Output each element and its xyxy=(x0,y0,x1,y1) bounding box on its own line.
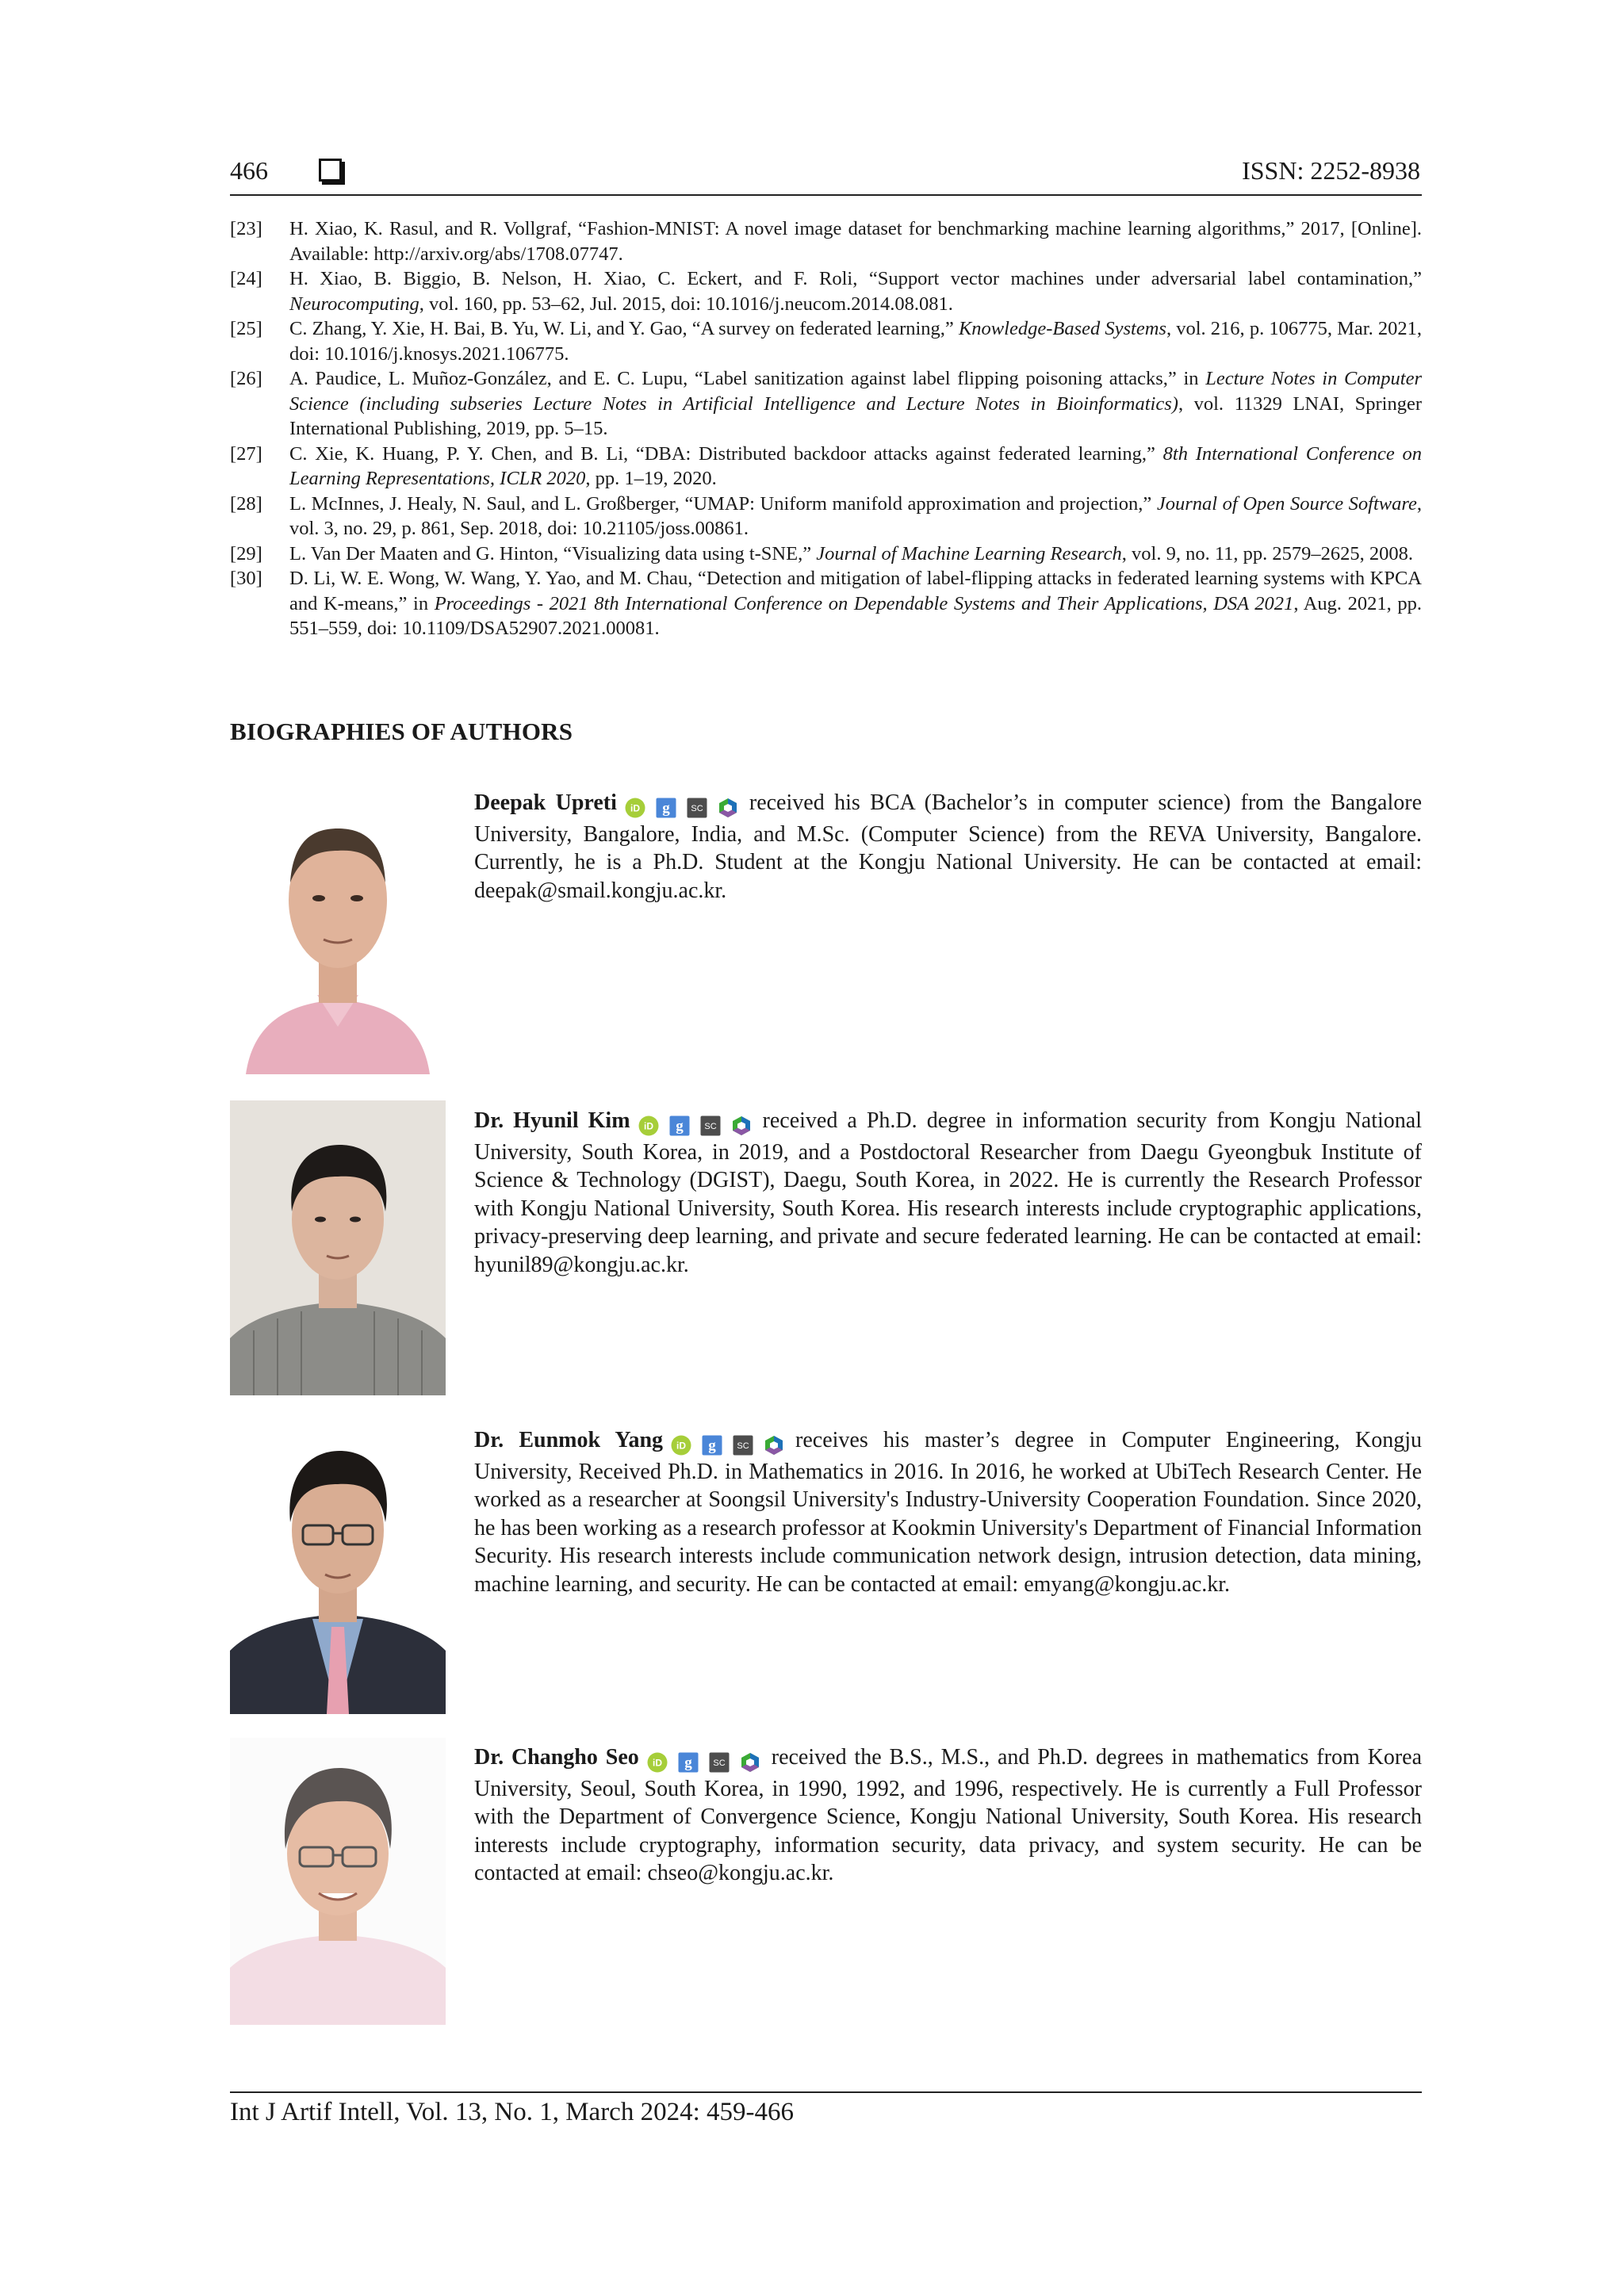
orcid-icon[interactable] xyxy=(671,1435,691,1456)
scopus-icon[interactable] xyxy=(709,1752,730,1773)
page-number: 466 xyxy=(230,156,268,185)
google-scholar-icon[interactable] xyxy=(669,1115,690,1136)
google-scholar-icon[interactable] xyxy=(656,798,676,818)
author-bio-text: received a Ph.D. degree in information security from Kongju National University, South Korea, in 2019, and a Postdoctoral Researcher from Daegu Gyeongbuk Institute of Science & Technology (DGIST), Daegu, South Korea, in 2022. He is currently the Research Professor with Kongju National University, South Korea. His research interests include cryptographic applications, privacy-preserving deep learning, and private and secure federated learning. He can be contacted at email: hyunil89@kongju.ac.kr. xyxy=(474,1108,1422,1277)
section-heading: BIOGRAPHIES OF AUTHORS xyxy=(230,718,573,745)
publons-icon[interactable] xyxy=(740,1752,760,1773)
reference-number: [24] xyxy=(230,268,262,289)
author-bio-3 xyxy=(474,1426,1422,1598)
svg-text:iD: iD xyxy=(630,802,640,814)
author-photo-3 xyxy=(230,1419,446,1714)
reference-number: [29] xyxy=(230,542,262,564)
svg-text:iD: iD xyxy=(652,1757,662,1769)
profile-icons xyxy=(625,792,738,821)
publons-icon[interactable] xyxy=(764,1435,784,1456)
reference-text: L. Van Der Maaten and G. Hinton, “Visualizing data using t-SNE,” Journal of Machine Learning Research, vol. 9, no. 11, pp. 2579–2625, 2008. xyxy=(289,542,1414,564)
profile-icons xyxy=(638,1110,752,1138)
author-bio-text: receives his master’s degree in Computer Engineering, Kongju University, Received Ph.D. in Mathematics in 2016. In 2016, he worked at UbiTech Research Center. He worked as a researcher at Soongsil University's Industry-University Cooperation Foundation. Since 2020, he has been working as a research professor at Kookmin University's Department of Financial Information Security. His research interests include communication network design, intrusion detection, data mining, machine learning, and security. He can be contacted at email: emyang@kongju.ac.kr. xyxy=(474,1428,1422,1597)
reference-text: C. Xie, K. Huang, P. Y. Chen, and B. Li, “DBA: Distributed backdoor attacks against federated learning,” 8th International Conference on Learning Representations, ICLR 2020, pp. 1–19, 2020. xyxy=(289,442,1422,489)
scopus-icon[interactable] xyxy=(733,1435,753,1456)
reference-text: C. Zhang, Y. Xie, H. Bai, B. Yu, W. Li, and Y. Gao, “A survey on federated learning,” Knowledge-Based Systems, vol. 216, p. 106775, Mar. 2021, doi: 10.1016/j.knosys.2021.106775. xyxy=(289,318,1422,365)
reference-number: [26] xyxy=(230,368,262,389)
svg-text:iD: iD xyxy=(676,1440,687,1452)
orcid-icon[interactable] xyxy=(625,798,645,818)
reference-number: [23] xyxy=(230,218,262,239)
author-bio-text: received his BCA (Bachelor’s in computer science) from the Bangalore University, Bangalore, India, and M.Sc. (Computer Science) from the REVA University, Bangalore. Currently, he is a Ph.D. Student at the Kongju National University. He can be contacted at email: deepak@smail.kongju.ac.kr. xyxy=(474,790,1423,903)
author-name: Dr. Eunmok Yang xyxy=(474,1428,664,1452)
scopus-icon[interactable] xyxy=(700,1115,721,1136)
reference-item xyxy=(230,316,1422,366)
issn-label: ISSN: 2252-8938 xyxy=(1242,156,1420,185)
svg-text:iD: iD xyxy=(643,1120,653,1132)
svg-text:SC: SC xyxy=(691,803,703,813)
reference-text: H. Xiao, K. Rasul, and R. Vollgraf, “Fashion-MNIST: A novel image dataset for benchmarking machine learning algorithms,” 2017, [Online]. Available: http://arxiv.org/abs/1708.07747. xyxy=(289,218,1422,265)
reference-list xyxy=(230,216,1422,641)
reference-item xyxy=(230,442,1422,492)
reference-text: L. McInnes, J. Healy, N. Saul, and L. Großberger, “UMAP: Uniform manifold approximation and projection,” Journal of Open Source Software, vol. 3, no. 29, p. 861, Sep. 2018, doi: 10.21105/joss.00861. xyxy=(289,492,1423,539)
reference-text: D. Li, W. E. Wong, W. Wang, Y. Yao, and M. Chau, “Detection and mitigation of label-flipping attacks in federated learning systems with KPCA and K-means,” in Proceedings - 2021 8th International Conference on Dependable Systems and Their Applications, DSA 2021, Aug. 2021, pp. 551–559, doi: 10.1109/DSA52907.2021.00081. xyxy=(289,568,1422,639)
reference-item xyxy=(230,566,1422,641)
page-header xyxy=(230,153,1422,196)
author-photo-1 xyxy=(230,781,446,1074)
reference-number: [25] xyxy=(230,318,262,339)
reference-item xyxy=(230,266,1422,316)
page-footer xyxy=(230,2091,1422,2127)
author-name: Dr. Hyunil Kim xyxy=(474,1108,630,1133)
svg-text:g: g xyxy=(675,1117,684,1135)
google-scholar-icon[interactable] xyxy=(678,1752,699,1773)
profile-icons xyxy=(671,1429,784,1458)
reference-number: [28] xyxy=(230,492,262,515)
journal-citation: Int J Artif Intell, Vol. 13, No. 1, March 2024: 459-466 xyxy=(230,2098,794,2126)
reference-item xyxy=(230,216,1422,266)
author-bio-1 xyxy=(474,789,1422,905)
reference-number: [27] xyxy=(230,442,262,465)
google-scholar-icon[interactable] xyxy=(702,1435,722,1456)
profile-icons xyxy=(647,1747,760,1775)
svg-text:SC: SC xyxy=(737,1441,749,1451)
author-photo-4 xyxy=(230,1738,446,2025)
publons-icon[interactable] xyxy=(718,798,738,818)
reference-text: A. Paudice, L. Muñoz-González, and E. C. Lupu, “Label sanitization against label flipping poisoning attacks,” in Lecture Notes in Computer Science (including subseries Lecture Notes in Artificial Intelligence and Lecture Notes in Bioinformatics), vol. 11329 LNAI, Springer International Publishing, 2019, pp. 5–15. xyxy=(289,368,1423,439)
orcid-icon[interactable] xyxy=(647,1752,668,1773)
reference-item xyxy=(230,541,1422,567)
svg-text:g: g xyxy=(684,1754,692,1771)
reference-number: [30] xyxy=(230,568,262,589)
author-bio-4 xyxy=(474,1743,1422,1888)
reference-item xyxy=(230,366,1422,442)
reference-text: H. Xiao, B. Biggio, B. Nelson, H. Xiao, C. Eckert, and F. Roli, “Support vector machines under adversarial label contamination,” Neurocomputing, vol. 160, pp. 53–62, Jul. 2015, doi: 10.1016/j.neucom.2014.08.081. xyxy=(289,268,1422,315)
orcid-icon[interactable] xyxy=(638,1115,659,1136)
author-photo-2 xyxy=(230,1100,446,1395)
svg-text:SC: SC xyxy=(703,1121,717,1131)
author-bio-text: received the B.S., M.S., and Ph.D. degrees in mathematics from Korea University, Seoul, South Korea, in 1990, 1992, and 1996, respectively. He is currently a Full Professor with the Department of Convergence Science, Kongju National University, South Korea. His research interests include cryptography, information security, data privacy, and system security. He can be contacted at email: chseo@kongju.ac.kr. xyxy=(474,1745,1422,1885)
reference-item xyxy=(230,492,1422,541)
checkbox-square-icon xyxy=(319,159,342,182)
svg-text:SC: SC xyxy=(713,1758,726,1768)
svg-text:g: g xyxy=(708,1437,716,1454)
author-name: Deepak Upreti xyxy=(474,790,617,815)
author-name: Dr. Changho Seo xyxy=(474,1745,639,1770)
svg-text:g: g xyxy=(662,799,670,817)
scopus-icon[interactable] xyxy=(687,798,707,818)
author-bio-2 xyxy=(474,1107,1422,1279)
publons-icon[interactable] xyxy=(731,1115,752,1136)
